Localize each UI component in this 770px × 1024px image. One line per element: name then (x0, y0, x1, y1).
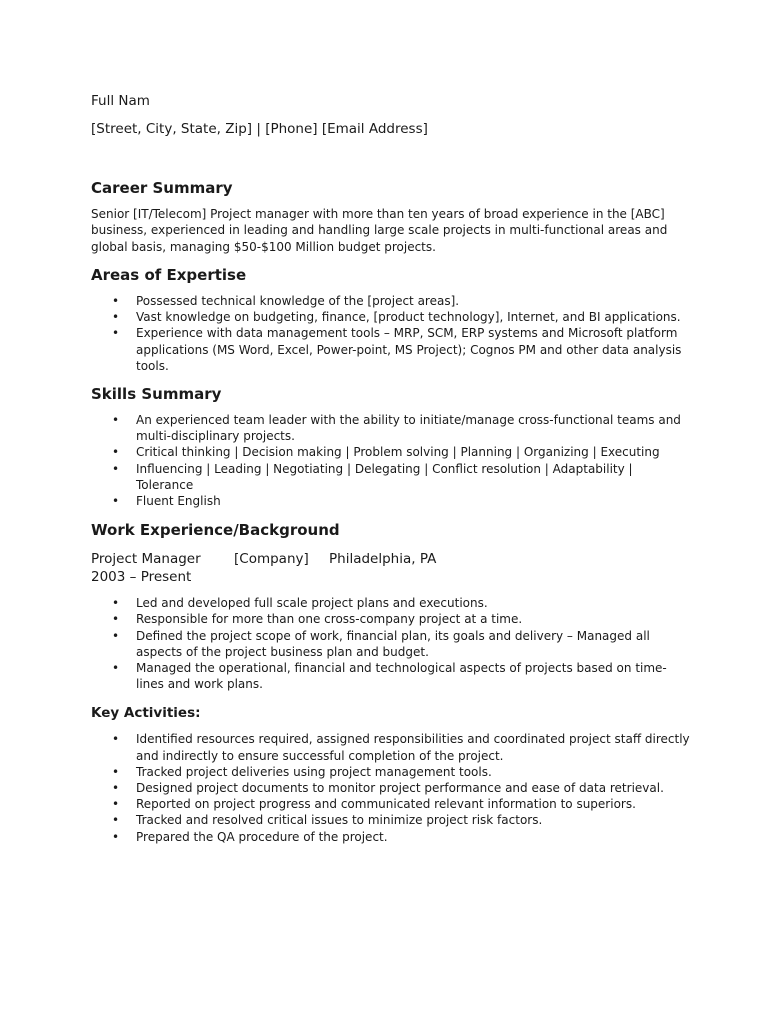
skills-summary-section (91, 384, 691, 509)
bullet-icon: • (112, 461, 120, 476)
bullet-icon: • (112, 764, 120, 779)
list-item (91, 611, 691, 627)
career-summary-heading: Career Summary (91, 179, 233, 197)
list-item-text: Managed the operational, financial and technological aspects of projects based on time-lines and work plans. (136, 660, 667, 692)
list-item-text: Possessed technical knowledge of the [project areas]. (136, 293, 460, 308)
list-item (91, 412, 691, 444)
skills-summary-list (91, 412, 691, 509)
list-item (91, 325, 691, 374)
list-item-text: Vast knowledge on budgeting, finance, [product technology], Internet, and BI applications. (136, 310, 681, 325)
list-item (91, 660, 691, 692)
list-item (91, 731, 691, 763)
list-item-text: Reported on project progress and communicated relevant information to superiors. (136, 797, 636, 812)
list-item (91, 595, 691, 611)
bullet-icon: • (112, 829, 120, 844)
areas-of-expertise-heading: Areas of Expertise (91, 265, 247, 284)
list-item-text: Tracked project deliveries using project management tools. (136, 764, 492, 779)
resume-content (91, 92, 691, 845)
bullet-icon: • (112, 780, 120, 795)
list-item (91, 780, 691, 796)
full-name: Full Nam (91, 93, 150, 109)
job-dates: 2003 – Present (91, 569, 192, 586)
bullet-icon: • (112, 445, 120, 460)
areas-of-expertise-section (91, 265, 691, 374)
list-item-text: Identified resources required, assigned responsibilities and coordinated project staff directly and indirectly to ensure successful completion of the project. (136, 732, 690, 763)
list-item (91, 293, 691, 309)
list-item-text: Defined the project scope of work, financial plan, its goals and delivery – Managed all aspects of the project business plan and budget. (136, 628, 650, 659)
job-header (91, 550, 691, 568)
list-item (91, 796, 691, 812)
list-item (91, 829, 691, 845)
bullet-icon: • (112, 612, 120, 627)
list-item-text: Led and developed full scale project plans and executions. (136, 596, 488, 611)
list-item-text: Experience with data management tools – MRP, SCM, ERP systems and Microsoft platform applications (MS Word, Excel, Power-point, MS Project); Cognos PM and other data analysis tools. (136, 326, 682, 373)
list-item (91, 461, 691, 493)
bullet-icon: • (112, 310, 120, 325)
list-item (91, 309, 691, 325)
bullet-icon: • (112, 660, 120, 675)
career-summary-section (91, 178, 691, 255)
bullet-icon: • (112, 326, 120, 341)
key-activities-section (91, 704, 691, 844)
job-title: Project Manager (91, 551, 201, 568)
career-summary-text: Senior [IT/Telecom] Project manager with more than ten years of broad experience in the [ABC] business, experienced in leading and handling large scale projects in multi-functional areas and global basis, managing $50-$100 Million budget projects. (91, 207, 668, 254)
list-item-text: Critical thinking | Decision making | Problem solving | Planning | Organizing | Executing (136, 445, 660, 460)
job-company: [Company] (234, 551, 309, 568)
bullet-icon: • (112, 596, 120, 611)
list-item-text: Prepared the QA procedure of the project. (136, 829, 388, 844)
bullet-icon: • (112, 412, 120, 427)
list-item (91, 444, 691, 460)
job-location: Philadelphia, PA (329, 551, 437, 568)
list-item-text: Tracked and resolved critical issues to minimize project risk factors. (136, 813, 543, 828)
key-activities-list (91, 731, 691, 844)
skills-summary-heading: Skills Summary (91, 384, 222, 403)
list-item (91, 764, 691, 780)
areas-of-expertise-list (91, 293, 691, 374)
bullet-icon: • (112, 732, 120, 747)
work-experience-section (91, 520, 691, 692)
list-item-text: Influencing | Leading | Negotiating | Delegating | Conflict resolution | Adaptability | Tolerance (136, 461, 633, 492)
contact-line: [Street, City, State, Zip] | [Phone] [Email Address] (91, 121, 428, 137)
list-item (91, 812, 691, 828)
list-item (91, 628, 691, 660)
bullet-icon: • (112, 293, 120, 308)
work-experience-list (91, 595, 691, 692)
key-activities-heading: Key Activities: (91, 705, 201, 722)
list-item-text: An experienced team leader with the ability to initiate/manage cross-functional teams and multi-disciplinary projects. (136, 412, 681, 444)
list-item-text: Fluent English (136, 493, 221, 508)
list-item (91, 493, 691, 509)
bullet-icon: • (112, 797, 120, 812)
work-experience-heading: Work Experience/Background (91, 521, 340, 540)
list-item-text: Designed project documents to monitor project performance and ease of data retrieval. (136, 780, 664, 795)
bullet-icon: • (112, 813, 120, 828)
list-item-text: Responsible for more than one cross-company project at a time. (136, 612, 523, 627)
bullet-icon: • (112, 493, 120, 508)
bullet-icon: • (112, 628, 120, 643)
